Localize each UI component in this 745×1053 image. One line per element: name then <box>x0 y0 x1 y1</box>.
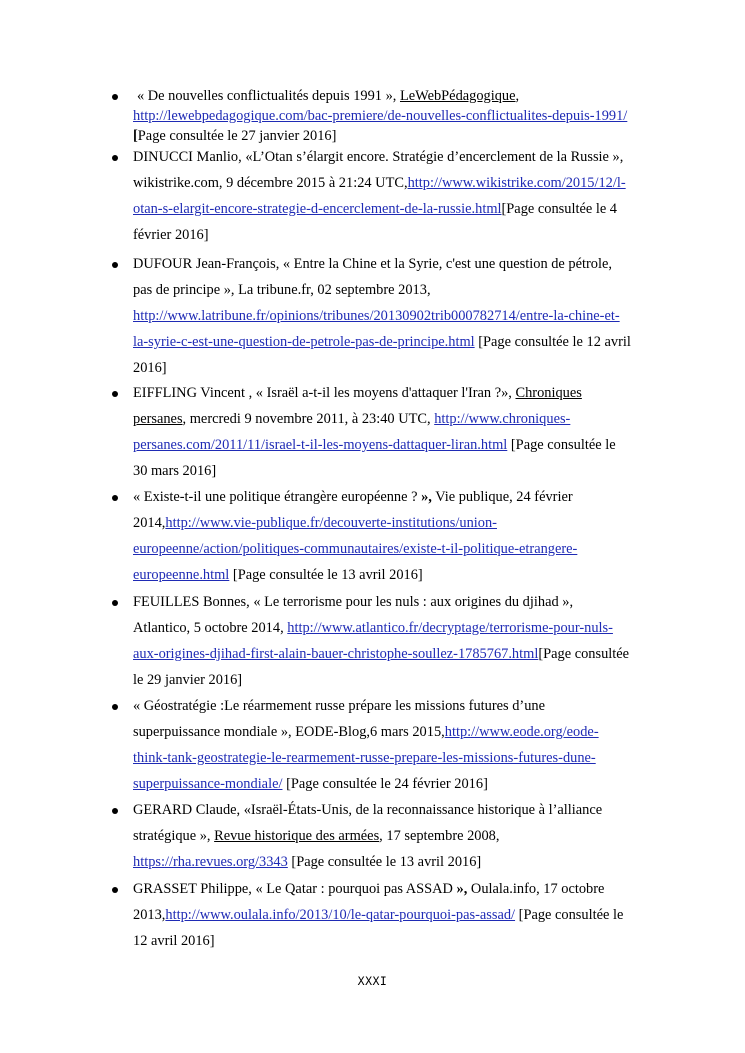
consulted-date: [Page consultée le <box>507 437 616 453</box>
entry-link[interactable]: http://www.eode.org/eode- <box>444 724 599 740</box>
entry-link[interactable]: http://lewebpedagogique.com/bac-premiere/de-nouvelles-conflictualites-depuis-1991/ <box>133 108 628 124</box>
entry-line <box>133 127 336 145</box>
consulted-date: le 29 janvier 2016] <box>133 672 243 688</box>
entry-line <box>133 410 570 428</box>
entry-link[interactable]: superpuissance-mondiale/ <box>133 776 283 792</box>
source-name: Chroniques <box>515 385 582 401</box>
bullet-icon <box>112 887 118 893</box>
entry-link[interactable]: http://www.wikistrike.com/2015/12/l- <box>407 175 626 191</box>
entry-source: Vie publique, 24 février <box>431 489 573 505</box>
entry-title: « Existe-t-il une politique étrangère européenne ? <box>133 489 422 505</box>
entry-link[interactable]: aux-origines-djihad-first-alain-bauer-christophe-soullez-1785767.html <box>133 646 539 662</box>
consulted-date: 12 avril 2016] <box>133 933 215 949</box>
entry-line: DINUCCI Manlio, «L’Otan s’élargit encore. Stratégie d’encerclement de la Russie », <box>133 149 624 165</box>
entry-link[interactable]: persanes.com/2011/11/israel-t-il-les-moyens-dattaquer-liran.html <box>133 437 508 453</box>
entry-title: EIFFLING Vincent , « Israël a-t-il les moyens d'attaquer l'Iran ?», <box>133 385 516 401</box>
source-name: persanes <box>133 411 183 427</box>
entry-line <box>133 200 617 218</box>
entry-title: GRASSET Philippe, « Le Qatar : pourquoi pas ASSAD <box>133 881 457 897</box>
consulted-date: [Page consultée le 4 <box>501 201 617 217</box>
entry-line <box>133 827 499 845</box>
consulted-date: [Page consultée <box>538 646 630 662</box>
consulted-date: [Page consultée le 24 février 2016] <box>282 776 488 792</box>
entry-link[interactable]: europeenne/action/politiques-communautaires/existe-t-il-politique-etrangere- <box>133 541 578 557</box>
entry-title: « De nouvelles conflictualités depuis 1991 », <box>137 88 400 104</box>
entry-line <box>133 723 599 741</box>
entry-title: stratégique », <box>133 828 215 844</box>
entry-line: pas de principe », La tribune.fr, 02 septembre 2013, <box>133 282 431 298</box>
source-name: Revue historique des armées <box>214 828 380 844</box>
entry-source: Atlantico, 5 octobre 2014, <box>133 620 288 636</box>
entry-link[interactable]: http://www.vie-publique.fr/decouverte-institutions/union- <box>165 515 497 531</box>
consulted-date: [Page consultée le 12 avril <box>474 334 631 350</box>
punctuation: , <box>515 88 520 104</box>
entry-link[interactable]: http://www.chroniques- <box>434 411 571 427</box>
punctuation: », <box>456 881 468 897</box>
bullet-icon <box>112 262 118 268</box>
entry-link[interactable]: https://rha.revues.org/3343 <box>133 854 288 870</box>
entry-line <box>133 566 423 584</box>
entry-line <box>133 619 613 637</box>
entry-line: FEUILLES Bonnes, « Le terrorisme pour les nuls : aux origines du djihad », <box>133 594 574 610</box>
entry-line <box>133 880 604 898</box>
entry-line <box>133 540 577 558</box>
punctuation: », <box>421 489 432 505</box>
entry-line <box>133 775 488 793</box>
entry-link[interactable]: http://www.atlantico.fr/decryptage/terrorisme-pour-nuls- <box>287 620 613 636</box>
consulted-date: 2016] <box>133 360 167 376</box>
entry-line <box>137 87 519 105</box>
entry-date: , 17 septembre 2008, <box>379 828 500 844</box>
consulted-date: février 2016] <box>133 227 209 243</box>
entry-line <box>133 749 596 767</box>
bullet-icon <box>112 704 118 710</box>
entry-source: superpuissance mondiale », EODE-Blog,6 mars 2015, <box>133 724 445 740</box>
consulted-date: [Page consultée le 13 avril 2016] <box>229 567 423 583</box>
consulted-date: [Page consultée le <box>515 907 624 923</box>
entry-line <box>133 488 573 506</box>
entry-line <box>133 436 616 454</box>
entry-line <box>133 384 582 402</box>
consulted-date: [Page consultée le 13 avril 2016] <box>287 854 482 870</box>
entry-source: Oulala.info, 17 octobre <box>467 881 605 897</box>
bullet-icon <box>112 94 118 100</box>
entry-line <box>133 333 631 351</box>
bullet-icon <box>112 808 118 814</box>
entry-line <box>133 853 481 871</box>
entry-line <box>133 645 629 663</box>
entry-date: 2013, <box>133 907 166 923</box>
bullet-icon <box>112 600 118 606</box>
bullet-icon <box>112 495 118 501</box>
consulted-date: 30 mars 2016] <box>133 463 217 479</box>
entry-date: , mercredi 9 novembre 2011, à 23:40 UTC, <box>182 411 435 427</box>
bullet-icon <box>112 391 118 397</box>
entry-link[interactable]: think-tank-geostrategie-le-rearmement-russe-prepare-les-missions-futures-dune- <box>133 750 596 766</box>
entry-line: « Géostratégie :Le réarmement russe prépare les missions futures d’une <box>133 698 545 714</box>
bracket: [ <box>133 128 138 144</box>
entry-date: 2014, <box>133 515 166 531</box>
source-name: LeWebPédagogique <box>399 88 516 104</box>
bullet-icon <box>112 155 118 161</box>
entry-link[interactable]: europeenne.html <box>133 567 230 583</box>
entry-line <box>133 174 626 192</box>
entry-line: DUFOUR Jean-François, « Entre la Chine et la Syrie, c'est une question de pétrole, <box>133 256 612 272</box>
entry-line <box>133 906 623 924</box>
entry-link[interactable]: http://www.oulala.info/2013/10/le-qatar-pourquoi-pas-assad/ <box>165 907 516 923</box>
entry-source: wikistrike.com, 9 décembre 2015 à 21:24 UTC, <box>133 175 408 191</box>
entry-link[interactable]: http://www.latribune.fr/opinions/tribunes/20130902trib000782714/entre-la-chine-et- <box>133 308 620 324</box>
entry-link[interactable]: otan-s-elargit-encore-strategie-d-encerclement-de-la-russie.html <box>133 201 502 217</box>
entry-line <box>133 514 497 532</box>
entry-line: GERARD Claude, «Israël-États-Unis, de la reconnaissance historique à l’alliance <box>133 802 603 818</box>
page-number: XXXI <box>357 974 388 988</box>
consulted-date: Page consultée le 27 janvier 2016] <box>137 128 337 144</box>
entry-line <box>133 107 627 125</box>
entry-line <box>133 307 620 325</box>
entry-link[interactable]: la-syrie-c-est-une-question-de-petrole-pas-de-principe.html <box>133 334 475 350</box>
